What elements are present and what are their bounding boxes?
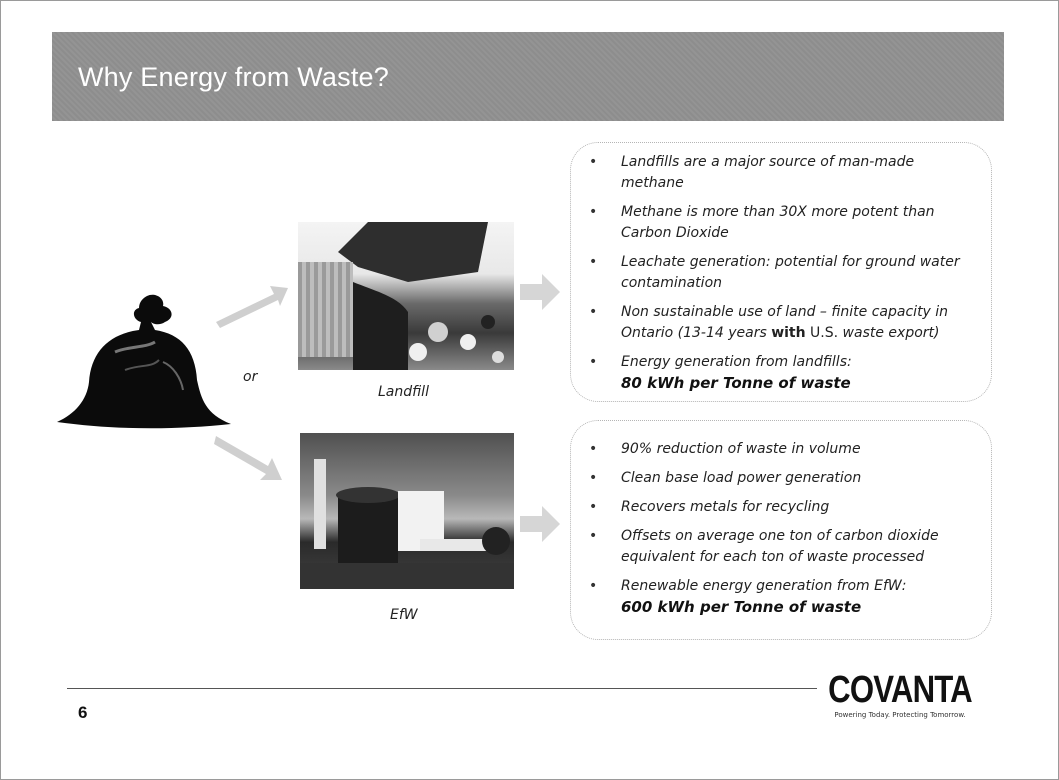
- logo-wordmark: COVANTA: [828, 669, 972, 711]
- list-item: • Recovers metals for recycling: [589, 497, 981, 518]
- garbage-bag-icon: [55, 290, 235, 430]
- logo-tagline: Powering Today. Protecting Tomorrow.: [834, 711, 966, 719]
- list-item: • Renewable energy generation from EfW: 600 kWh per Tonne of waste: [589, 578, 907, 616]
- efw-caption: EfW: [390, 607, 418, 623]
- bullet-icon: •: [589, 254, 598, 270]
- footer-divider: [67, 688, 817, 689]
- or-label: or: [243, 369, 258, 385]
- bullet-icon: •: [589, 578, 598, 594]
- list-item: • Landfills are a major source of man-made methane: [589, 154, 915, 191]
- slide-title: Why Energy from Waste?: [78, 62, 389, 92]
- landfill-facts-box: [570, 142, 992, 402]
- bullet-icon: •: [589, 470, 598, 486]
- covanta-logo: [812, 670, 988, 719]
- list-item: • 90% reduction of waste in volume: [589, 439, 981, 460]
- bullet-icon: •: [589, 499, 598, 515]
- bullet-icon: •: [589, 441, 598, 457]
- bullet-icon: •: [589, 354, 598, 370]
- bullet-icon: •: [589, 204, 598, 220]
- list-item: • Non sustainable use of land – finite capacity in Ontario (13-14 years with U.S. waste export): [589, 304, 949, 341]
- list-item: • Energy generation from landfills: 80 kWh per Tonne of waste: [589, 354, 852, 392]
- landfill-energy-value: 80 kWh per Tonne of waste: [621, 374, 851, 392]
- page-number: 6: [78, 703, 88, 722]
- arrow-landfill-to-box-icon: [520, 272, 562, 312]
- list-item: • Leachate generation: potential for ground water contamination: [589, 254, 960, 291]
- list-item: • Methane is more than 30X more potent than Carbon Dioxide: [589, 204, 935, 241]
- bullet-icon: •: [589, 304, 598, 320]
- bullet-icon: •: [589, 154, 598, 170]
- arrow-to-efw-icon: [212, 430, 287, 485]
- landfill-bullet-list: [589, 152, 981, 403]
- efw-facility-photo: [300, 433, 514, 589]
- arrow-efw-to-box-icon: [520, 504, 562, 544]
- list-item: • Clean base load power generation: [589, 468, 981, 489]
- landfill-caption: Landfill: [378, 384, 429, 400]
- efw-bullet-list: [589, 439, 981, 627]
- efw-energy-value: 600 kWh per Tonne of waste: [621, 598, 862, 616]
- title-bar: [52, 32, 1004, 121]
- landfill-photo: [298, 222, 514, 370]
- efw-facts-box: [570, 420, 992, 640]
- list-item: • Offsets on average one ton of carbon dioxide equivalent for each ton of waste processed: [589, 528, 939, 565]
- bullet-icon: •: [589, 528, 598, 544]
- arrow-to-landfill-icon: [212, 280, 292, 330]
